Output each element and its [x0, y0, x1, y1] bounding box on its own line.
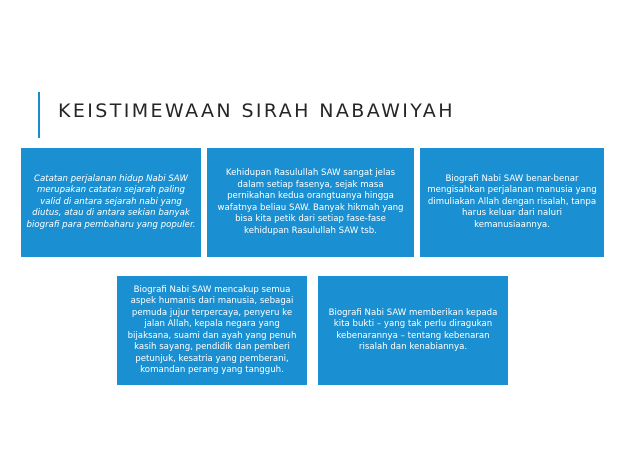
text-box-5-text: Biografi Nabi SAW memberikan kepada kita bukti – yang tak perlu diragukan kebenarannya – tentang kebenaran risalah dan kenabiannya.	[328, 307, 498, 352]
text-box-4	[117, 276, 307, 385]
slide-title: KEISTIMEWAAN SIRAH NABAWIYAH	[58, 100, 455, 122]
text-box-5	[318, 276, 508, 385]
text-box-3-text: Biografi Nabi SAW benar-benar mengisahkan perjalanan manusia yang dimuliakan Allah dengan risalah, tanpa harus keluar dari naluri kemanusiaannya.	[427, 173, 597, 230]
text-box-3	[420, 148, 604, 257]
text-box-1	[21, 148, 201, 257]
title-accent-bar	[38, 92, 40, 138]
text-box-4-text: Biografi Nabi SAW mencakup semua aspek humanis dari manusia, sebagai pemuda jujur terpercaya, penyeru ke jalan Allah, kepala negara yang bijaksana, suami dan ayah yang penuh kasih sayang, pendidik dan pemberi petunjuk, kesatria yang pemberani, komandan perang yang tangguh.	[127, 284, 297, 375]
text-box-1-text: Catatan perjalanan hidup Nabi SAW merupakan catatan sejarah paling valid di antara sejarah nabi yang diutus, atau di antara sekian banyak biografi para pembaharu yang populer.	[26, 173, 196, 230]
text-box-2-text: Kehidupan Rasulullah SAW sangat jelas dalam setiap fasenya, sejak masa pernikahan kedua orangtuanya hingga wafatnya beliau SAW. Banyak hikmah yang bisa kita petik dari setiap fase-fase kehidupan Rasulullah SAW tsb.	[217, 168, 404, 236]
text-box-2	[207, 148, 414, 257]
